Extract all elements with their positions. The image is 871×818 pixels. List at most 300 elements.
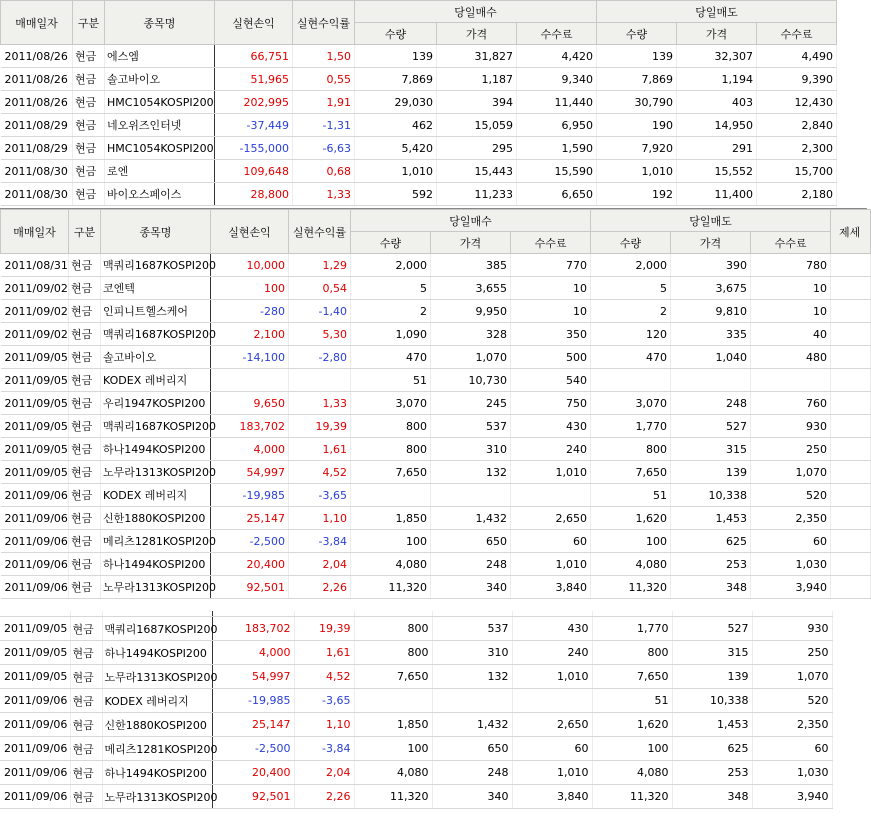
realized-rate-cell: -3,84: [294, 737, 354, 761]
kind-cell: 현금: [70, 689, 102, 713]
header-pnl[interactable]: 실현손익: [215, 1, 293, 45]
table-row[interactable]: [1, 300, 871, 323]
realized-rate-cell: -3,65: [289, 484, 351, 507]
sell-fee-cell: 40: [751, 323, 831, 346]
buy-fee-cell: [512, 689, 592, 713]
sell-price-cell: 32,307: [677, 45, 757, 68]
stock-name-cell: 노무라1313KOSPI200: [101, 461, 211, 484]
buy-fee-cell: 240: [512, 641, 592, 665]
sell-fee-cell: 15,700: [757, 160, 837, 183]
buy-price-cell: 1,432: [431, 507, 511, 530]
extra-cell: [831, 300, 871, 323]
kind-cell: 현금: [73, 68, 105, 91]
header-buy-fee[interactable]: 수수료: [517, 23, 597, 45]
buy-qty-cell: [351, 484, 431, 507]
buy-fee-cell: 1,010: [511, 553, 591, 576]
buy-fee-cell: 1,010: [512, 665, 592, 689]
date-cell: 2011/09/02: [1, 277, 69, 300]
header-buy-qty[interactable]: 수량: [355, 23, 437, 45]
sell-qty-cell: 7,920: [597, 137, 677, 160]
stock-name-cell: 하나1494KOSPI200: [102, 761, 212, 785]
table-row[interactable]: [0, 761, 832, 785]
buy-price-cell: 132: [431, 461, 511, 484]
stock-name-cell: 신한1880KOSPI200: [102, 713, 212, 737]
buy-fee-cell: 750: [511, 392, 591, 415]
table-row[interactable]: [0, 689, 832, 713]
buy-fee-cell: 15,590: [517, 160, 597, 183]
buy-fee-cell: 9,340: [517, 68, 597, 91]
buy-price-cell: 132: [432, 665, 512, 689]
buy-fee-cell: 430: [511, 415, 591, 438]
stock-name-cell: 맥쿼리1687KOSPI200: [101, 415, 211, 438]
stock-name-cell: 노무라1313KOSPI200: [101, 576, 211, 599]
realized-rate-cell: 4,52: [294, 665, 354, 689]
stock-name-cell: 맥쿼리1687KOSPI200: [102, 617, 212, 641]
table-row[interactable]: [1, 553, 871, 576]
sell-qty-cell: 1,770: [591, 415, 671, 438]
sell-fee-cell: 1,070: [752, 665, 832, 689]
header-extra[interactable]: [831, 210, 871, 254]
buy-fee-cell: 240: [511, 438, 591, 461]
sell-qty-cell: 190: [597, 114, 677, 137]
header-buy-price[interactable]: 가격: [431, 232, 511, 254]
sell-qty-cell: 800: [592, 641, 672, 665]
buy-price-cell: 248: [431, 553, 511, 576]
buy-price-cell: 9,950: [431, 300, 511, 323]
sell-qty-cell: 800: [591, 438, 671, 461]
sell-qty-cell: 11,320: [592, 785, 672, 809]
extra-cell: [831, 323, 871, 346]
sell-qty-cell: 5: [591, 277, 671, 300]
sell-qty-cell: 1,620: [591, 507, 671, 530]
buy-qty-cell: 4,080: [354, 761, 432, 785]
date-cell: 2011/08/29: [1, 137, 73, 160]
kind-cell: 현금: [69, 392, 101, 415]
buy-qty-cell: 1,850: [351, 507, 431, 530]
sell-price-cell: [671, 369, 751, 392]
kind-cell: 현금: [69, 346, 101, 369]
sell-fee-cell: 780: [751, 254, 831, 277]
sell-qty-cell: 7,869: [597, 68, 677, 91]
sell-fee-cell: 10: [751, 300, 831, 323]
date-cell: 2011/09/05: [0, 617, 70, 641]
extra-cell: [831, 277, 871, 300]
buy-qty-cell: 800: [354, 617, 432, 641]
stock-name-cell: 신한1880KOSPI200: [101, 507, 211, 530]
sell-price-cell: 1,453: [671, 507, 751, 530]
date-cell: 2011/09/05: [1, 461, 69, 484]
extra-cell: [831, 507, 871, 530]
stock-name-cell: 노무라1313KOSPI200: [102, 665, 212, 689]
realized-pnl-cell: -19,985: [211, 484, 289, 507]
buy-qty-cell: 1,010: [355, 160, 437, 183]
sell-price-cell: 15,552: [677, 160, 757, 183]
stock-name-cell: 맥쿼리1687KOSPI200: [101, 323, 211, 346]
sell-fee-cell: 3,940: [752, 785, 832, 809]
stock-name-cell: 바이오스페이스: [105, 183, 215, 206]
kind-cell: 현금: [69, 530, 101, 553]
header-date[interactable]: 매매일자: [1, 1, 73, 45]
buy-price-cell: 3,655: [431, 277, 511, 300]
realized-pnl-cell: 92,501: [212, 785, 294, 809]
table-row[interactable]: [1, 369, 871, 392]
kind-cell: 현금: [70, 665, 102, 689]
sell-qty-cell: 30,790: [597, 91, 677, 114]
header-sell-qty[interactable]: 수량: [597, 23, 677, 45]
buy-fee-cell: 2,650: [511, 507, 591, 530]
buy-qty-cell: 4,080: [351, 553, 431, 576]
sell-price-cell: 348: [671, 576, 751, 599]
sell-qty-cell: 7,650: [592, 665, 672, 689]
buy-qty-cell: 592: [355, 183, 437, 206]
sell-price-cell: 3,675: [671, 277, 751, 300]
buy-fee-cell: 60: [512, 737, 592, 761]
header-sell-group: 당일매도: [597, 1, 837, 23]
table-row[interactable]: [0, 665, 832, 689]
buy-qty-cell: 3,070: [351, 392, 431, 415]
realized-pnl-cell: 25,147: [211, 507, 289, 530]
date-cell: 2011/09/06: [0, 761, 70, 785]
buy-qty-cell: 11,320: [354, 785, 432, 809]
date-cell: 2011/09/06: [1, 484, 69, 507]
buy-price-cell: 1,070: [431, 346, 511, 369]
realized-pnl-cell: 183,702: [211, 415, 289, 438]
sell-price-cell: 625: [671, 530, 751, 553]
table-row[interactable]: [1, 254, 871, 277]
sell-price-cell: 10,338: [672, 689, 752, 713]
realized-pnl-cell: 54,997: [212, 665, 294, 689]
realized-pnl-cell: 109,648: [215, 160, 293, 183]
kind-cell: 현금: [69, 415, 101, 438]
date-cell: 2011/09/05: [1, 392, 69, 415]
buy-price-cell: 340: [431, 576, 511, 599]
table-row[interactable]: [1, 415, 871, 438]
buy-fee-cell: 10: [511, 300, 591, 323]
stock-name-cell: 하나1494KOSPI200: [101, 553, 211, 576]
realized-pnl-cell: 20,400: [212, 761, 294, 785]
buy-qty-cell: 51: [351, 369, 431, 392]
sell-qty-cell: 1,770: [592, 617, 672, 641]
table-row[interactable]: [1, 576, 871, 599]
date-cell: 2011/08/31: [1, 254, 69, 277]
date-cell: 2011/08/29: [1, 114, 73, 137]
realized-pnl-cell: 66,751: [215, 45, 293, 68]
buy-qty-cell: 7,650: [354, 665, 432, 689]
buy-fee-cell: [511, 484, 591, 507]
extra-cell: [831, 576, 871, 599]
trade-rows-bottom: [0, 593, 832, 809]
sell-qty-cell: 11,320: [591, 576, 671, 599]
stock-name-cell: 하나1494KOSPI200: [102, 641, 212, 665]
table-row[interactable]: [0, 713, 832, 737]
buy-price-cell: 11,233: [437, 183, 517, 206]
buy-qty-cell: 800: [351, 438, 431, 461]
header-date[interactable]: 매매일자: [1, 210, 69, 254]
buy-fee-cell: 3,840: [512, 785, 592, 809]
table-row[interactable]: [0, 737, 832, 761]
sell-price-cell: 1,194: [677, 68, 757, 91]
sell-price-cell: 139: [672, 665, 752, 689]
buy-price-cell: [432, 689, 512, 713]
table-row[interactable]: [1, 323, 871, 346]
header-sell-fee[interactable]: 수수료: [757, 23, 837, 45]
buy-fee-cell: 1,590: [517, 137, 597, 160]
sell-fee-cell: 2,180: [757, 183, 837, 206]
realized-rate-cell: 1,33: [289, 392, 351, 415]
table-row[interactable]: [1, 438, 871, 461]
sell-qty-cell: 1,010: [597, 160, 677, 183]
table-row[interactable]: [1, 45, 837, 68]
sell-qty-cell: 51: [592, 689, 672, 713]
sell-price-cell: 315: [671, 438, 751, 461]
buy-fee-cell: 6,650: [517, 183, 597, 206]
header-pnl[interactable]: 실현손익: [211, 210, 289, 254]
stock-name-cell: 노무라1313KOSPI200: [102, 785, 212, 809]
sell-fee-cell: 1,070: [751, 461, 831, 484]
header-buy-qty[interactable]: 수량: [351, 232, 431, 254]
kind-cell: 현금: [69, 484, 101, 507]
sell-fee-cell: 520: [751, 484, 831, 507]
extra-cell: [831, 553, 871, 576]
stock-name-cell: 솔고바이오: [101, 346, 211, 369]
header-sell-fee[interactable]: 수수료: [751, 232, 831, 254]
realized-rate-cell: 19,39: [294, 617, 354, 641]
sell-price-cell: 348: [672, 785, 752, 809]
kind-cell: 현금: [70, 737, 102, 761]
buy-fee-cell: 500: [511, 346, 591, 369]
table-row[interactable]: [0, 785, 832, 809]
header-sell-price[interactable]: 가격: [671, 232, 751, 254]
header-sell-price[interactable]: 가격: [677, 23, 757, 45]
sell-price-cell: 1,040: [671, 346, 751, 369]
buy-qty-cell: 5,420: [355, 137, 437, 160]
realized-pnl-cell: 20,400: [211, 553, 289, 576]
kind-cell: 현금: [69, 461, 101, 484]
stock-name-cell: 메리츠1281KOSPI200: [102, 737, 212, 761]
sell-qty-cell: 4,080: [592, 761, 672, 785]
kind-cell: 현금: [70, 785, 102, 809]
kind-cell: 현금: [69, 277, 101, 300]
buy-fee-cell: 1,010: [512, 761, 592, 785]
sell-fee-cell: 12,430: [757, 91, 837, 114]
stock-name-cell: KODEX 레버리지: [102, 689, 212, 713]
table-row[interactable]: [1, 277, 871, 300]
stock-name-cell: 솔고바이오: [105, 68, 215, 91]
buy-qty-cell: 1,850: [354, 713, 432, 737]
buy-price-cell: [431, 484, 511, 507]
table-row[interactable]: [1, 68, 837, 91]
kind-cell: 현금: [73, 91, 105, 114]
sell-price-cell: 248: [671, 392, 751, 415]
stock-name-cell: 로엔: [105, 160, 215, 183]
buy-qty-cell: 2,000: [351, 254, 431, 277]
table-row[interactable]: [1, 530, 871, 553]
realized-pnl-cell: -19,985: [212, 689, 294, 713]
stock-name-cell: 에스엠: [105, 45, 215, 68]
realized-pnl-cell: -2,500: [212, 737, 294, 761]
trade-grid-bottom: [0, 605, 867, 818]
sell-price-cell: 9,810: [671, 300, 751, 323]
realized-rate-cell: 1,50: [293, 45, 355, 68]
stock-name-cell: KODEX 레버리지: [101, 369, 211, 392]
kind-cell: 현금: [73, 160, 105, 183]
sell-price-cell: 335: [671, 323, 751, 346]
buy-price-cell: 650: [431, 530, 511, 553]
realized-pnl-cell: 25,147: [212, 713, 294, 737]
table-row[interactable]: [1, 461, 871, 484]
buy-price-cell: 328: [431, 323, 511, 346]
buy-price-cell: 1,187: [437, 68, 517, 91]
realized-pnl-cell: -280: [211, 300, 289, 323]
date-cell: 2011/09/02: [1, 300, 69, 323]
table-row[interactable]: [1, 392, 871, 415]
realized-pnl-cell: 92,501: [211, 576, 289, 599]
table-row[interactable]: [0, 641, 832, 665]
sell-price-cell: 10,338: [671, 484, 751, 507]
header-rate[interactable]: 실현수익률: [289, 210, 351, 254]
buy-fee-cell: 1,010: [511, 461, 591, 484]
buy-price-cell: 310: [431, 438, 511, 461]
extra-cell: [831, 392, 871, 415]
header-buy-price[interactable]: 가격: [437, 23, 517, 45]
date-cell: 2011/09/06: [0, 737, 70, 761]
realized-rate-cell: 0,68: [293, 160, 355, 183]
stock-name-cell: 하나1494KOSPI200: [101, 438, 211, 461]
trade-rows-top: [1, 45, 837, 206]
kind-cell: 현금: [69, 438, 101, 461]
sell-fee-cell: 2,350: [751, 507, 831, 530]
table-row[interactable]: [1, 346, 871, 369]
sell-price-cell: 253: [671, 553, 751, 576]
grid-header-middle: [1, 210, 871, 254]
extra-cell: [831, 530, 871, 553]
kind-cell: 현금: [69, 369, 101, 392]
realized-pnl-cell: 9,650: [211, 392, 289, 415]
header-kind[interactable]: 구분: [69, 210, 101, 254]
sell-price-cell: 625: [672, 737, 752, 761]
realized-rate-cell: 1,29: [289, 254, 351, 277]
realized-pnl-cell: 10,000: [211, 254, 289, 277]
sell-qty-cell: 7,650: [591, 461, 671, 484]
table-row[interactable]: [0, 617, 832, 641]
buy-fee-cell: 3,840: [511, 576, 591, 599]
buy-qty-cell: 139: [355, 45, 437, 68]
date-cell: 2011/09/06: [1, 507, 69, 530]
table-row[interactable]: [1, 507, 871, 530]
realized-pnl-cell: 4,000: [212, 641, 294, 665]
buy-price-cell: 537: [431, 415, 511, 438]
header-rate[interactable]: 실현수익률: [293, 1, 355, 45]
buy-qty-cell: 7,650: [351, 461, 431, 484]
table-row[interactable]: [1, 91, 837, 114]
header-sell-qty[interactable]: 수량: [591, 232, 671, 254]
sell-fee-cell: 1,030: [752, 761, 832, 785]
stock-name-cell: HMC1054KOSPI200: [105, 91, 215, 114]
buy-price-cell: 31,827: [437, 45, 517, 68]
kind-cell: 현금: [69, 576, 101, 599]
realized-pnl-cell: -2,500: [211, 530, 289, 553]
realized-rate-cell: -3,84: [289, 530, 351, 553]
buy-fee-cell: 11,440: [517, 91, 597, 114]
kind-cell: 현금: [73, 114, 105, 137]
realized-pnl-cell: -14,100: [211, 346, 289, 369]
table-row[interactable]: [1, 114, 837, 137]
buy-fee-cell: 430: [512, 617, 592, 641]
buy-price-cell: 10,730: [431, 369, 511, 392]
table-row[interactable]: [1, 183, 837, 206]
extra-cell: [831, 369, 871, 392]
realized-pnl-cell: 4,000: [211, 438, 289, 461]
sell-fee-cell: 10: [751, 277, 831, 300]
stock-name-cell: 메리츠1281KOSPI200: [101, 530, 211, 553]
buy-fee-cell: 2,650: [512, 713, 592, 737]
date-cell: 2011/08/30: [1, 183, 73, 206]
sell-fee-cell: 1,030: [751, 553, 831, 576]
realized-pnl-cell: -37,449: [215, 114, 293, 137]
buy-qty-cell: 800: [354, 641, 432, 665]
kind-cell: 현금: [70, 713, 102, 737]
buy-qty-cell: 29,030: [355, 91, 437, 114]
header-sell-group: 당일매도: [591, 210, 831, 232]
sell-fee-cell: 250: [752, 641, 832, 665]
buy-price-cell: 245: [431, 392, 511, 415]
header-name[interactable]: 종목명: [101, 210, 211, 254]
realized-pnl-cell: 183,702: [212, 617, 294, 641]
kind-cell: 현금: [69, 553, 101, 576]
sell-price-cell: 390: [671, 254, 751, 277]
sell-fee-cell: 3,940: [751, 576, 831, 599]
realized-pnl-cell: 100: [211, 277, 289, 300]
sell-price-cell: 527: [671, 415, 751, 438]
sell-fee-cell: 2,300: [757, 137, 837, 160]
date-cell: 2011/08/26: [1, 45, 73, 68]
buy-qty-cell: [354, 689, 432, 713]
realized-pnl-cell: 2,100: [211, 323, 289, 346]
extra-cell: [831, 415, 871, 438]
sell-qty-cell: 470: [591, 346, 671, 369]
realized-rate-cell: 2,26: [294, 785, 354, 809]
buy-qty-cell: 100: [351, 530, 431, 553]
sell-qty-cell: 100: [591, 530, 671, 553]
header-kind[interactable]: 구분: [73, 1, 105, 45]
table-row[interactable]: [1, 484, 871, 507]
realized-pnl-cell: 51,965: [215, 68, 293, 91]
buy-price-cell: 248: [432, 761, 512, 785]
table-row[interactable]: [1, 137, 837, 160]
date-cell: 2011/09/06: [0, 713, 70, 737]
sell-price-cell: 315: [672, 641, 752, 665]
kind-cell: 현금: [69, 507, 101, 530]
buy-fee-cell: 4,420: [517, 45, 597, 68]
sell-qty-cell: 100: [592, 737, 672, 761]
realized-pnl-cell: -155,000: [215, 137, 293, 160]
table-row[interactable]: [1, 160, 837, 183]
stock-name-cell: 네오위즈인터넷: [105, 114, 215, 137]
date-cell: 2011/09/06: [1, 553, 69, 576]
stock-name-cell: KODEX 레버리지: [101, 484, 211, 507]
sell-fee-cell: 520: [752, 689, 832, 713]
sell-fee-cell: 4,490: [757, 45, 837, 68]
trade-grid-middle: [0, 208, 867, 611]
extra-cell: [831, 254, 871, 277]
header-buy-fee[interactable]: 수수료: [511, 232, 591, 254]
buy-price-cell: 15,443: [437, 160, 517, 183]
header-name[interactable]: 종목명: [105, 1, 215, 45]
date-cell: 2011/09/05: [1, 369, 69, 392]
kind-cell: 현금: [73, 183, 105, 206]
kind-cell: 현금: [70, 617, 102, 641]
buy-price-cell: 15,059: [437, 114, 517, 137]
